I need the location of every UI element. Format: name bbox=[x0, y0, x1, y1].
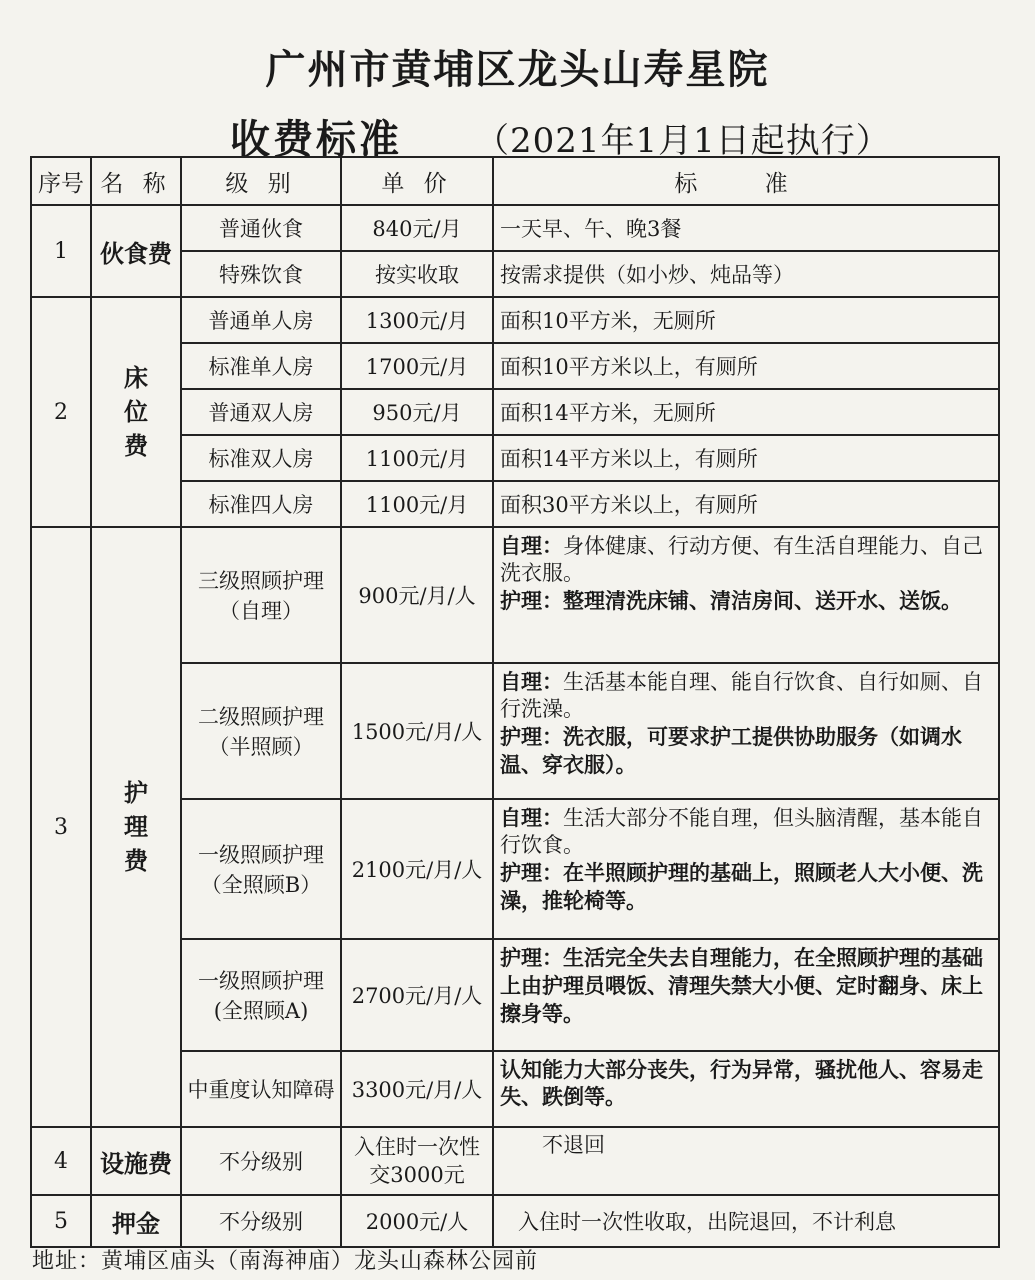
row-level-main: 二级照顾护理 bbox=[198, 705, 324, 729]
row-seq: 5 bbox=[31, 1195, 91, 1247]
row-name: 设施费 bbox=[91, 1127, 181, 1195]
row-standard: 入住时一次性收取，出院退回，不计利息 bbox=[493, 1195, 999, 1247]
self-care-label: 自理： bbox=[500, 669, 563, 694]
row-level-sub: （自理） bbox=[219, 599, 303, 623]
care-label: 护理： bbox=[500, 588, 563, 613]
row-level bbox=[181, 939, 341, 1051]
address-footer: 地址：黄埔区庙头（南海神庙）龙头山森林公园前 bbox=[32, 1249, 539, 1274]
row-price: 950元/月 bbox=[341, 389, 493, 435]
row-standard: 面积10平方米，无厕所 bbox=[493, 297, 999, 343]
row-price: 840元/月 bbox=[341, 205, 493, 251]
row-standard: 面积30平方米以上，有厕所 bbox=[493, 481, 999, 527]
row-level: 普通双人房 bbox=[181, 389, 341, 435]
table-row bbox=[31, 1195, 999, 1247]
care-label: 护理： bbox=[500, 724, 563, 749]
page-subtitle: 收费标准 bbox=[230, 116, 402, 163]
care-text: 在半照顾护理的基础上，照顾老人大小便、洗澡，推轮椅等。 bbox=[500, 860, 983, 913]
row-level: 标准单人房 bbox=[181, 343, 341, 389]
care-text: 洗衣服，可要求护工提供协助服务（如调水温、穿衣服）。 bbox=[500, 724, 962, 777]
header-name: 名 称 bbox=[91, 157, 181, 205]
row-price: 2100元/月/人 bbox=[341, 799, 493, 939]
row-seq: 1 bbox=[31, 205, 91, 297]
row-price: 2700元/月/人 bbox=[341, 939, 493, 1051]
care-label: 护理： bbox=[500, 945, 563, 970]
row-standard: 不退回 bbox=[493, 1127, 999, 1195]
row-level: 不分级别 bbox=[181, 1127, 341, 1195]
row-level-sub: （半照顾） bbox=[208, 735, 314, 759]
row-price: 1700元/月 bbox=[341, 343, 493, 389]
row-level: 普通伙食 bbox=[181, 205, 341, 251]
row-seq: 3 bbox=[31, 527, 91, 1127]
row-standard: 一天早、午、晚3餐 bbox=[493, 205, 999, 251]
header-standard: 标 准 bbox=[493, 157, 999, 205]
table-row bbox=[31, 297, 999, 343]
row-price: 1300元/月 bbox=[341, 297, 493, 343]
row-price: 900元/月/人 bbox=[341, 527, 493, 663]
row-price: 1100元/月 bbox=[341, 481, 493, 527]
row-level bbox=[181, 527, 341, 663]
row-name: 押金 bbox=[91, 1195, 181, 1247]
row-name bbox=[91, 297, 181, 527]
table-header-row bbox=[31, 157, 999, 205]
self-care-text: 身体健康、行动方便、有生活自理能力、自己洗衣服。 bbox=[500, 534, 983, 585]
row-name-char: 护 bbox=[124, 778, 148, 807]
row-standard: 面积14平方米以上，有厕所 bbox=[493, 435, 999, 481]
row-name bbox=[91, 527, 181, 1127]
row-level-main: 一级照顾护理 bbox=[198, 969, 324, 993]
row-price: 3300元/月/人 bbox=[341, 1051, 493, 1127]
row-price: 1100元/月 bbox=[341, 435, 493, 481]
table-row bbox=[31, 1127, 999, 1195]
page-title: 广州市黄埔区龙头山寿星院 bbox=[265, 46, 770, 93]
table-row bbox=[31, 527, 999, 663]
row-seq: 2 bbox=[31, 297, 91, 527]
self-care-label: 自理： bbox=[500, 805, 563, 830]
row-standard bbox=[493, 939, 999, 1051]
row-standard: 面积10平方米以上，有厕所 bbox=[493, 343, 999, 389]
row-standard bbox=[493, 799, 999, 939]
row-name-char: 理 bbox=[124, 812, 148, 841]
row-level: 中重度认知障碍 bbox=[181, 1051, 341, 1127]
row-level: 标准四人房 bbox=[181, 481, 341, 527]
header-seq: 序号 bbox=[31, 157, 91, 205]
care-text: 整理清洗床铺、清洁房间、送开水、送饭。 bbox=[563, 588, 962, 613]
row-level: 标准双人房 bbox=[181, 435, 341, 481]
row-name-char: 床 bbox=[124, 363, 148, 392]
row-standard bbox=[493, 527, 999, 663]
row-price: 1500元/月/人 bbox=[341, 663, 493, 799]
row-standard: 按需求提供（如小炒、炖品等） bbox=[493, 251, 999, 297]
row-standard: 认知能力大部分丧失，行为异常，骚扰他人、容易走失、跌倒等。 bbox=[493, 1051, 999, 1127]
self-care-text: 生活基本能自理、能自行饮食、自行如厕、自行洗澡。 bbox=[500, 670, 983, 721]
row-seq: 4 bbox=[31, 1127, 91, 1195]
row-price: 按实收取 bbox=[341, 251, 493, 297]
row-level: 普通单人房 bbox=[181, 297, 341, 343]
row-level-sub: （全照顾B） bbox=[200, 873, 322, 897]
row-level: 不分级别 bbox=[181, 1195, 341, 1247]
row-level bbox=[181, 663, 341, 799]
row-level-sub: (全照顾A) bbox=[213, 999, 309, 1023]
row-price: 2000元/人 bbox=[341, 1195, 493, 1247]
effective-date: （2021年1月1日起执行） bbox=[475, 121, 891, 161]
self-care-text: 生活大部分不能自理，但头脑清醒，基本能自行饮食。 bbox=[500, 806, 983, 857]
row-level: 特殊饮食 bbox=[181, 251, 341, 297]
table-row bbox=[31, 205, 999, 251]
care-text: 生活完全失去自理能力，在全照顾护理的基础上由护理员喂饭、清理失禁大小便、定时翻身、床上擦身等。 bbox=[500, 945, 983, 1026]
self-care-label: 自理： bbox=[500, 533, 563, 558]
care-label: 护理： bbox=[500, 860, 563, 885]
row-level-main: 一级照顾护理 bbox=[198, 843, 324, 867]
row-name: 伙食费 bbox=[91, 205, 181, 297]
header-level: 级 别 bbox=[181, 157, 341, 205]
header-price: 单 价 bbox=[341, 157, 493, 205]
fee-table bbox=[30, 156, 1000, 1248]
row-level bbox=[181, 799, 341, 939]
row-price: 入住时一次性交3000元 bbox=[341, 1127, 493, 1195]
row-name-char: 费 bbox=[124, 431, 148, 460]
row-standard: 面积14平方米，无厕所 bbox=[493, 389, 999, 435]
row-level-main: 三级照顾护理 bbox=[198, 569, 324, 593]
row-name-char: 位 bbox=[124, 397, 148, 426]
row-name-char: 费 bbox=[124, 846, 148, 875]
row-standard bbox=[493, 663, 999, 799]
